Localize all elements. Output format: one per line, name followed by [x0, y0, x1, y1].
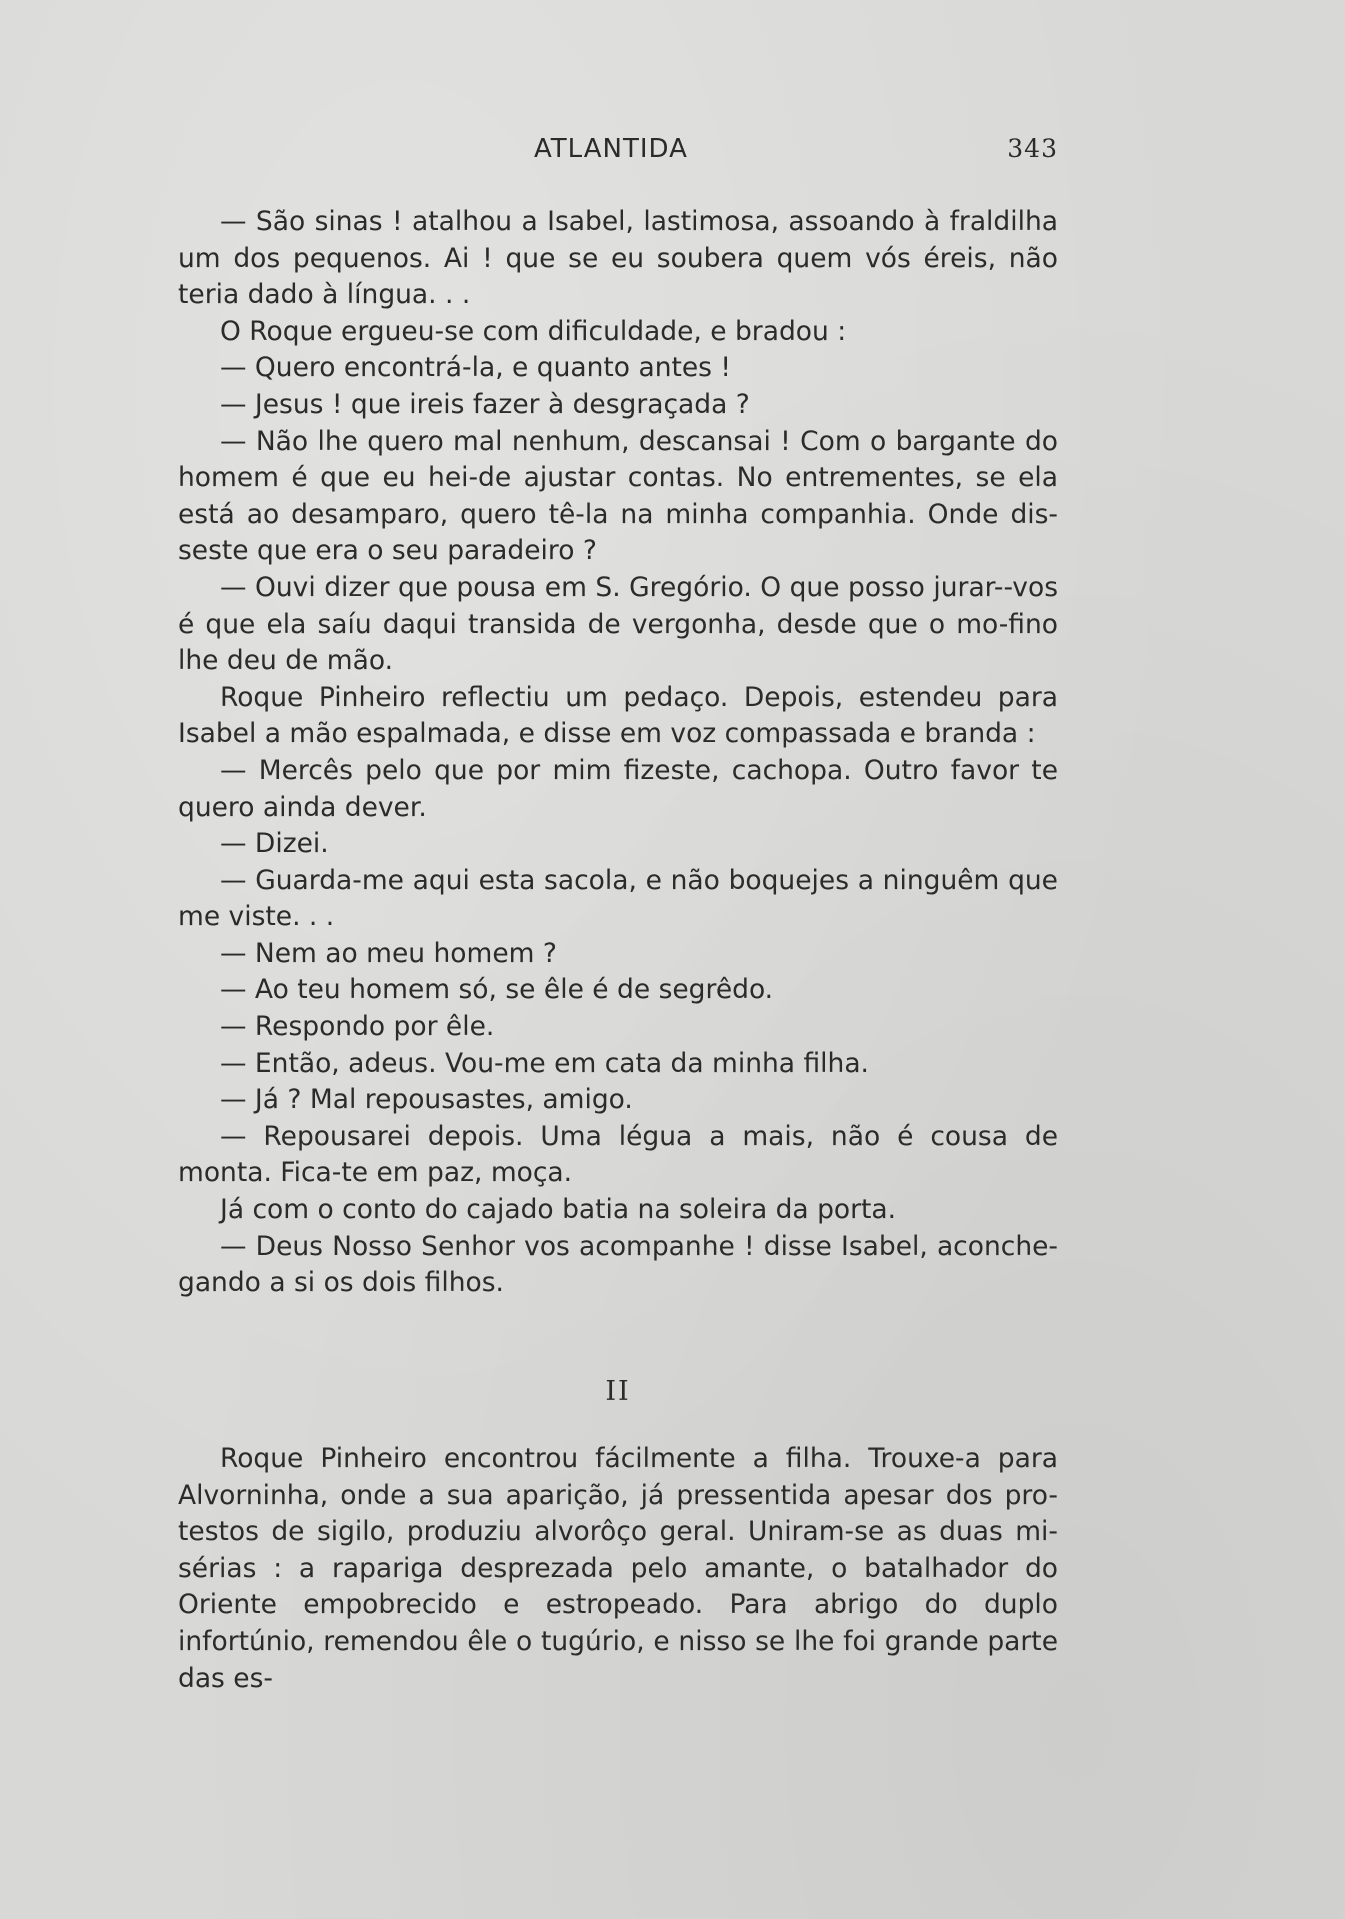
paragraph: — Dizei. — [220, 828, 329, 860]
page-number: 343 — [1007, 134, 1058, 163]
running-title: ATLANTIDA — [534, 134, 688, 164]
paragraph: — São sinas ! atalhou a Isabel, lastimosa, assoando à fraldilha um dos pequenos. Ai ! que se eu soubera quem vós éreis, não teria dado à língua. . . — [178, 206, 1058, 311]
paragraph: — Então, adeus. Vou-me em cata da minha filha. — [220, 1047, 869, 1079]
paragraph: — Repousarei depois. Uma légua a mais, não é cousa de monta. Fica-te em paz, moça. — [178, 1120, 1058, 1189]
paragraph: — Deus Nosso Senhor vos acompanhe ! disse Isabel, aconche-gando a si os dois filhos. — [178, 1230, 1058, 1299]
paragraph: — Guarda-me aqui esta sacola, e não boquejes a ninguêm que me viste. . . — [178, 864, 1058, 933]
paragraph: — Não lhe quero mal nenhum, descansai ! Com o bargante do homem é que eu hei-de ajustar contas. No entrementes, se ela está ao desamparo, quero tê-la na minha companhia. Onde dis-seste que era o seu paradeiro ? — [178, 425, 1058, 567]
paragraph: — Mercês pelo que por mim fizeste, cachopa. Outro favor te quero ainda dever. — [178, 754, 1058, 823]
paragraph: — Quero encontrá-la, e quanto antes ! — [220, 352, 732, 384]
paragraph: O Roque ergueu-se com dificuldade, e bradou : — [220, 315, 847, 347]
paragraph: Roque Pinheiro encontrou fácilmente a filha. Trouxe-a para Alvorninha, onde a sua aparição, já pressentida apesar dos pro-testos de sigilo, produziu alvorôço geral. Uniram-se as duas mi-sérias : a rapariga desprezada pelo amante, o batalhador do Oriente empobrecido e estropeado. Para abrigo do duplo infortúnio, remendou êle o tugúrio, e nisso se lhe foi grande parte das es- — [178, 1443, 1058, 1694]
body-text — [178, 204, 1058, 1302]
paragraph: — Ouvi dizer que pousa em S. Gregório. O que posso jurar--vos é que ela saíu daqui transida de vergonha, desde que o mo-fino lhe deu de mão. — [178, 571, 1058, 677]
section-number: II — [605, 1376, 631, 1407]
paragraph: — Jesus ! que ireis fazer à desgraçada ? — [220, 388, 750, 420]
paragraph: Já com o conto do cajado batia na soleira da porta. — [220, 1194, 897, 1226]
paragraph: — Nem ao meu homem ? — [220, 937, 557, 969]
paragraph: — Respondo por êle. — [220, 1011, 495, 1043]
paragraph: — Ao teu homem só, se êle é de segrêdo. — [220, 974, 774, 1006]
page-header — [178, 134, 1058, 174]
section-body-text — [178, 1441, 1058, 1697]
paragraph: — Já ? Mal repousastes, amigo. — [220, 1084, 633, 1116]
paragraph: Roque Pinheiro reflectiu um pedaço. Depois, estendeu para Isabel a mão espalmada, e disse em voz compassada e branda : — [178, 681, 1058, 750]
